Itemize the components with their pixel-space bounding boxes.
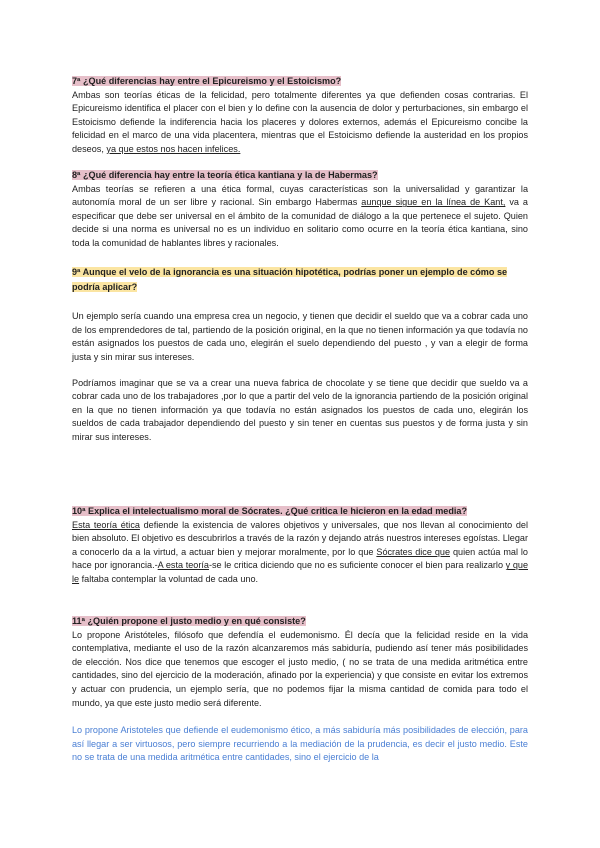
question-7 [72, 74, 528, 157]
question-10-title: 10ª Explica el intelectualismo moral de Sócrates. ¿Qué critica le hicieron en la edad media? [72, 506, 468, 516]
answer-10-underlined-2: Sócrates dice que [376, 546, 451, 557]
answer-10-underlined-1: Esta teoría ética [72, 519, 140, 530]
answer-7-text: Ambas son teorías éticas de la felicidad, pero totalmente diferentes ya que defienden cosas contrarias. El Epicureismo identifica el placer con el bien y lo define con la ausencia de dolor y perturbaciones, sin embargo el Estoicismo defiende la indiferencia hacia los placeres y dolores externos, además el Epicureismo concibe la felicidad en el marco de una vida placentera, mientras que el Estoicismo defiende la austeridad en los propios deseos, [72, 89, 528, 154]
answer-8-underlined: aunque sigue en la línea de Kant, [361, 197, 506, 208]
question-11 [72, 614, 528, 765]
answer-10-underlined-3: A esta teoría [157, 560, 209, 571]
question-9 [72, 265, 528, 445]
answer-10-text-2: quien actúa mal lo hace por ignorancia.- [72, 546, 528, 571]
answer-10-text-4: faltaba contemplar la voluntad de cada uno. [81, 573, 259, 584]
answer-8 [72, 183, 528, 251]
answer-9-paragraph-1: Un ejemplo sería cuando una empresa crea un negocio, y tienen que decidir el sueldo que va a cobrar cada uno de los emprendedores de tal, partiendo de la posición original, en la que no tienen información ya que todavía no están asignados los puestos de cada uno, elegirán el suelo dependiendo del puesto , y van a elegir de forma justa y sin mirar sus intereses. [72, 311, 528, 362]
question-11-title: 11ª ¿Quién propone el justo medio y en qué consiste? [72, 616, 306, 626]
answer-10-underlined-4: y que le [72, 560, 529, 584]
answer-10-text-1: defiende la existencia de valores objetivos y universales, que nos llevan al conocimiento del bien absoluto. El objetivo es descubrirlos a través de la razón y dejando atrás nuestros intereses egoístas. Llegar a conocerlo da a la virtud, a actuar bien y mejorar moralmente, por lo que [72, 519, 528, 557]
answer-11: Lo propone Aristóteles, filósofo que defendía el eudemonismo. Él decía que la felicidad reside en la vida contemplativa, mediante el uso de la razón alcanzaremos más sabiduría, pudiendo así tener más posibilidades de elección. Nos dice que tenemos que escoger el justo medio, ( no se trata de una medida aritmética entre cantidades, sino del ejercicio de la moderación, afinado por la experiencia) y que consiste en evitar los extremos y actuar con prudencia, un ejemplo sería, que no podemos fijar la misma cantidad de comida para todo el mundo, ya que este justo medio será diferente. [72, 629, 528, 708]
answer-9-paragraph-2: Podríamos imaginar que se va a crear una nueva fabrica de chocolate y se tiene que decidir que sueldo va a cobrar cada uno de los trabajadores ,por lo que a partir del velo de la ignorancia partiendo de la posición original en la que no tienen información ya que todavía no están asignados los puestos de cada uno, elegirán los sueldos de cada trabajador dependiendo del puesto y sin tener en cuentas sus puestos y de forma justa y sin mirar sus intereses. [72, 377, 528, 442]
answer-7 [72, 89, 528, 157]
question-8-title: 8ª ¿Qué diferencia hay entre la teoría ética kantiana y la de Habermas? [72, 170, 378, 180]
answer-10-text-3: -se le critica diciendo que no es suficiente conocer el bien para realizarlo [208, 560, 504, 571]
question-7-title: 7ª ¿Qué diferencias hay entre el Epicureismo y el Estoicismo? [72, 76, 342, 86]
question-10 [72, 504, 528, 587]
answer-10 [72, 519, 528, 587]
answer-7-underlined: ya que estos nos hacen infelices. [106, 143, 241, 154]
question-9-title: 9ª Aunque el velo de la ignorancia es una situación hipotética, podrías poner un ejemplo de cómo se podría aplicar? [72, 267, 508, 292]
answer-8-text-a: Ambas teorías se refieren a una ética formal, cuyas características son la universalidad y garantizar la autonomía moral de un ser libre y racional. Sin embargo Habermas [72, 183, 528, 208]
answer-8-text-b: va a especificar que debe ser universal en el ámbito de la comunidad de diálogo a la que pertenece el sujeto. Quien decide si una norma es universal no es un individuo en solitario como ocurre en la teoría ética kantiana, sino toda la comunidad de hablantes libres y racionales. [72, 197, 528, 248]
answer-11-blue-note: Lo propone Aristoteles que defiende el eudemonismo ético, a más sabiduría más posibilidades de elección, para así llegar a ser virtuosos, pero siempre recurriendo a la mediación de la prudencia, es decir el justo medio. Este no se trata de una medida aritmética entre cantidades, sino el ejercicio de la [72, 725, 528, 763]
question-8 [72, 168, 528, 251]
